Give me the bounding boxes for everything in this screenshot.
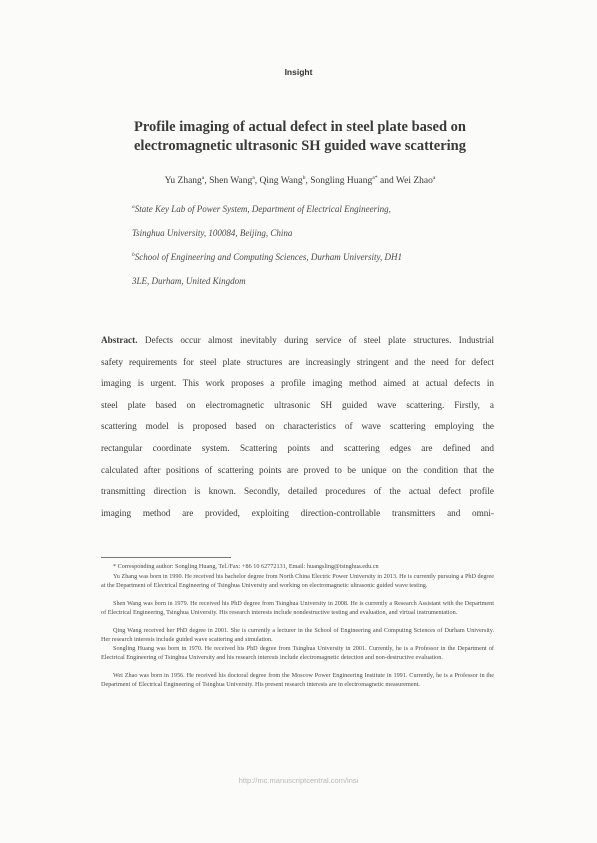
abstract-label: Abstract. [101, 335, 138, 345]
author-affil-mark: a* [372, 174, 378, 181]
affiliation-b-line1 [132, 252, 472, 262]
affiliation-a-line2: Tsinghua University, 100084, Beijing, China [132, 228, 293, 238]
abstract-line: transmitting direction is known. Secondly, detailed procedures of the actual defect profile [101, 486, 494, 497]
abstract-line: safety requirements for steel plate structures are increasingly stringent and the need for defect [101, 356, 494, 367]
footnote-corresponding: * Corresponding author: Songling Huang, Tel./Fax: +86 10 62772131, Email: huangsling@tsinghua.edu.cn [113, 563, 379, 570]
abstract-line: scattering model is proposed based on characteristics of wave scattering employing the [101, 421, 494, 432]
affiliation-text: State Key Lab of Power System, Department of Electrical Engineering, [134, 204, 391, 214]
author-name: Songling Huang [310, 176, 373, 186]
abstract-line: imaging method are provided, exploiting direction-controllable transmitters and omni- [101, 507, 494, 518]
abstract-line: calculated after positions of scattering points are proved to be unique on the condition that the [101, 464, 494, 475]
author-list: Yu Zhang$^a$, Shen Wang$^a$, Qing Wang$^b$, Songling Huang$^{a*}$ and Wei Zhao$^a$ [164, 174, 436, 186]
footnote-divider [101, 557, 231, 558]
author-name: Yu Zhang [164, 176, 202, 186]
affiliation-text: School of Engineering and Computing Sciences, Durham University, DH1 [134, 252, 403, 262]
manuscript-url-watermark: http://mc.manuscriptcentral.com/insi [238, 776, 359, 785]
author-affil-mark: a [432, 174, 436, 181]
author-affil-mark: b [302, 174, 306, 181]
journal-header: Insight [284, 67, 313, 77]
author-name: Wei Zhao [395, 176, 433, 186]
footnote-bio: Songling Huang was born in 1970. He received his PhD degree from Tsinghua University in 2001. Currently, he is a Professor in the Department of Electrical Engineering of Tsinghua University and his research interests include electromagnetic detection and non-destructive evaluation. [101, 645, 494, 661]
author-name: Shen Wang [209, 176, 253, 186]
affiliation-a-line1 [132, 204, 472, 214]
author-affil-mark: a [201, 174, 205, 181]
abstract-line: imaging is urgent. This work proposes a profile imaging method aimed at actual defects in [101, 378, 494, 389]
footnote-bio: Wei Zhao was born in 1956. He received his doctoral degree from the Moscow Power Engineering Institute in 1991. Currently, he is a Professor in the Department of Electrical Engineering of Tsinghua University. His present research interests are in electromagnetic measurement. [101, 672, 494, 688]
paper-title: Profile imaging of actual defect in steel plate based on electromagnetic ultrasonic SH guided wave scattering [134, 119, 466, 154]
footnote-bio: Shen Wang was born in 1979. He received his PhD degree from Tsinghua University in 2008. He is currently a Research Assistant with the Department of Electrical Engineering, Tsinghua University. His research interests include nondestructive testing and evaluation, and virtual instrumentation. [101, 600, 494, 616]
abstract-text: Defects occur almost inevitably during service of steel plate structures. Industrial [144, 335, 494, 345]
author-affil-mark: a [252, 174, 255, 181]
affiliation-mark: a [132, 204, 135, 210]
abstract-line [101, 330, 494, 352]
footnote-bio: Yu Zhang was born in 1990. He received his bachelor degree from North China Electric Power University in 2013. He is currently pursuing a PhD degree at the Department of Electrical Engineering of Tsinghua University and working on electromagnetic ultrasonic guided wave testing. [101, 573, 494, 589]
footnote-bio: Qing Wang received her PhD degree in 2001. She is currently a lecturer in the School of Engineering and Computing Sciences of Durham University. Her research interests include guided wave scattering and simulation. [101, 627, 494, 643]
affiliation-mark: b [132, 252, 135, 258]
affiliation-b-line2: 3LE, Durham, United Kingdom [132, 276, 246, 286]
abstract-line: rectangular coordinate system. Scattering points and scattering edges are defined and [101, 442, 494, 453]
abstract [101, 330, 494, 524]
abstract-line: steel plate based on electromagnetic ultrasonic SH guided wave scattering. Firstly, a [101, 399, 494, 410]
author-name: Qing Wang [259, 176, 303, 186]
